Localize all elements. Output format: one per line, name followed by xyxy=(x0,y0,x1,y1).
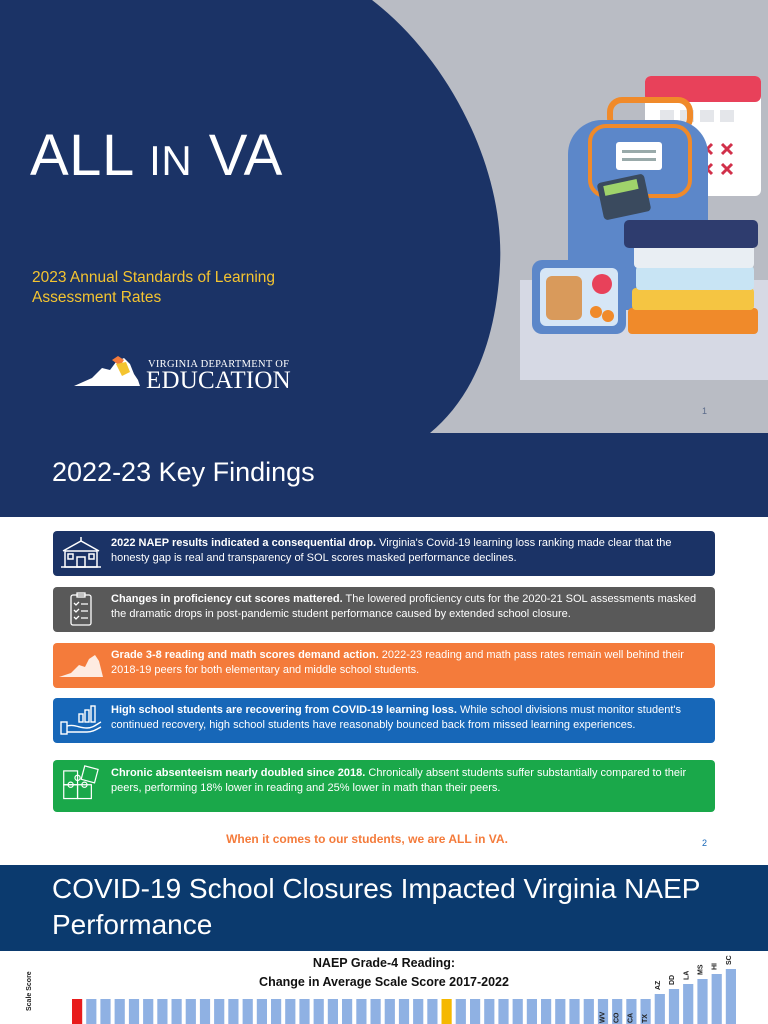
chart-bar xyxy=(669,989,679,1024)
chart-bar xyxy=(413,999,423,1024)
chart-bar xyxy=(427,999,437,1024)
chart-bar xyxy=(541,999,551,1024)
finding-cut-scores: Changes in proficiency cut scores mattered. The lowered proficiency cuts for the 2020-21 SOL assessments masked the dramatic drops in post-pandemic student performance caused by extended school closure. xyxy=(53,587,715,632)
puzzle-pieces-icon xyxy=(57,764,105,802)
chart-bar xyxy=(143,999,153,1024)
chart-tick-label: DD xyxy=(669,974,677,985)
slide-header xyxy=(0,433,768,517)
naep-slide xyxy=(0,865,768,1024)
backpack-books-illustration xyxy=(520,60,768,380)
chart-bar xyxy=(200,999,210,1024)
chart-bar xyxy=(243,999,253,1024)
chart-bar xyxy=(584,999,594,1024)
chart-bar xyxy=(72,999,82,1024)
chart-bar xyxy=(399,999,409,1024)
chart-bar xyxy=(442,999,452,1024)
chart-title: NAEP Grade-4 Reading: xyxy=(312,956,456,970)
chart-bar xyxy=(527,999,537,1024)
chart-bar xyxy=(655,994,665,1024)
chart-bar xyxy=(470,999,480,1024)
clipboard-checklist-icon xyxy=(57,591,105,629)
chart-bar xyxy=(385,999,395,1024)
chart-tick-label: SC xyxy=(725,955,733,965)
tagline: When it comes to our students, we are ALL in VA. xyxy=(226,832,508,846)
chart-bar xyxy=(172,999,182,1024)
chart-bar xyxy=(228,999,238,1024)
finding-high-school: High school students are recovering from COVID-19 learning loss. While school divisions must monitor student's continued recovery, high school students have reasonably bounced back from missed learning experiences. xyxy=(53,698,715,743)
virginia-map-icon xyxy=(57,647,105,685)
title-slide xyxy=(0,0,768,433)
chart-bar xyxy=(129,999,139,1024)
chart-bar xyxy=(371,999,381,1024)
slide-number: 1 xyxy=(702,406,708,416)
chart-y-axis-label: Scale Score xyxy=(26,971,33,1011)
chart-tick-label: MS xyxy=(697,964,705,975)
slide-title: COVID-19 School Closures Impacted Virginia NAEP Performance xyxy=(52,873,700,940)
chart-tick-label: WV xyxy=(599,1011,607,1023)
chart-bar xyxy=(484,999,494,1024)
hand-growth-chart-icon xyxy=(57,702,105,740)
chart-bar xyxy=(555,999,565,1024)
chart-tick-label: CO xyxy=(613,1012,621,1023)
key-findings-slide xyxy=(0,433,768,865)
chart-tick-label: LA xyxy=(683,970,691,980)
slide-title: 2022-23 Key Findings xyxy=(52,457,315,487)
finding-naep: 2022 NAEP results indicated a consequential drop. Virginia's Covid-19 learning loss ranking made clear that the honesty gap is real and transparency of SOL scores masked performance declines. xyxy=(53,531,715,576)
chart-bar xyxy=(100,999,110,1024)
chart-bar xyxy=(314,999,324,1024)
main-title: ALL IN VA xyxy=(30,123,283,188)
subtitle: 2023 Annual Standards of Learning Assessment Rates xyxy=(32,269,276,306)
chart-bar xyxy=(456,999,466,1024)
chart-bar xyxy=(498,999,508,1024)
chart-tick-label: AZ xyxy=(654,980,662,990)
chart-subtitle: Change in Average Scale Score 2017-2022 xyxy=(259,975,509,989)
naep-chart xyxy=(0,951,768,1024)
finding-absenteeism: Chronic absenteeism nearly doubled since 2018. Chronically absent students suffer substantially compared to their peers, performing 18% lower in reading and 25% lower in math than their peers. xyxy=(53,760,715,812)
chart-bar xyxy=(328,999,338,1024)
chart-bar xyxy=(569,999,579,1024)
school-building-icon xyxy=(57,535,105,573)
chart-bar xyxy=(157,999,167,1024)
chart-bar xyxy=(299,999,309,1024)
chart-tick-label: HI xyxy=(711,963,719,970)
chart-tick-label: TX xyxy=(641,1014,649,1023)
logo-small-text: VIRGINIA DEPARTMENT OF xyxy=(148,359,290,370)
chart-bar xyxy=(115,999,125,1024)
chart-bar xyxy=(257,999,267,1024)
finding-grade-3-8: Grade 3-8 reading and math scores demand action. 2022-23 reading and math pass rates remain well behind their 2018-19 peers for both elementary and middle school students. xyxy=(53,643,715,688)
chart-bar xyxy=(342,999,352,1024)
chart-bar xyxy=(214,999,224,1024)
chart-bar xyxy=(186,999,196,1024)
chart-bar xyxy=(356,999,366,1024)
slide-header xyxy=(0,865,768,951)
chart-bar xyxy=(285,999,295,1024)
chart-bar xyxy=(271,999,281,1024)
slide-number: 2 xyxy=(702,838,708,848)
chart-bar xyxy=(86,999,96,1024)
chart-bar xyxy=(513,999,523,1024)
chart-tick-label: CA xyxy=(627,1012,635,1023)
logo-big-text: EDUCATION xyxy=(146,367,291,394)
